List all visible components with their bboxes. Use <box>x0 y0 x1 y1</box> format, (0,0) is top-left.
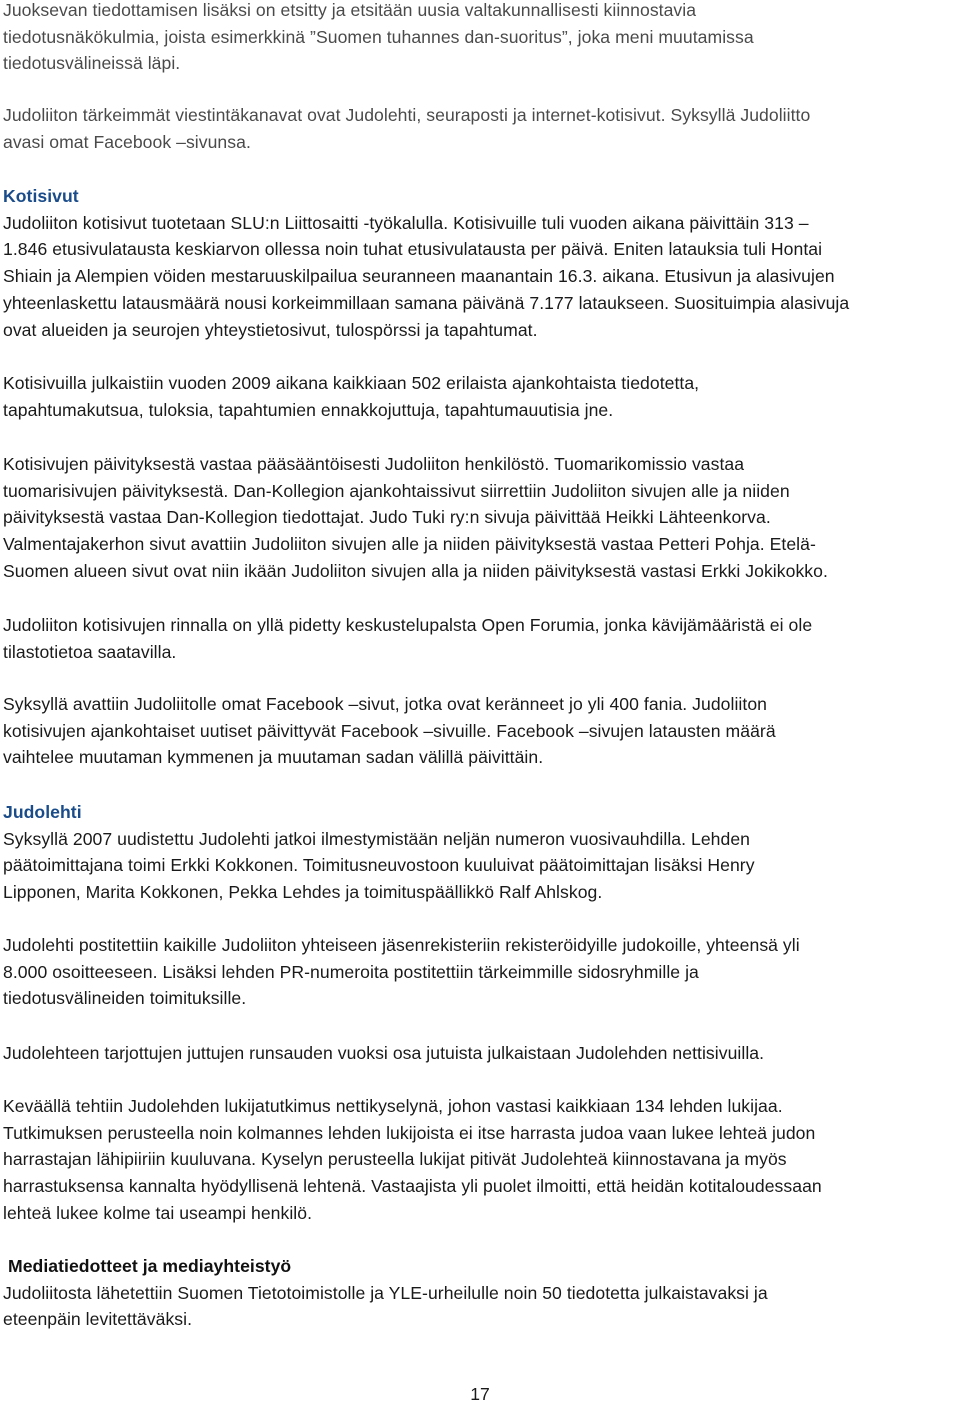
text-line: Lipponen, Marita Kokkonen, Pekka Lehdes ja toimituspäällikkö Ralf Ahlskog. <box>3 882 603 903</box>
text-line: tiedotusnäkökulmia, joista esimerkkinä ”Suomen tuhannes dan-suoritus”, joka meni muutamissa <box>3 26 754 47</box>
kotisivut-paragraph-3 <box>3 451 955 585</box>
text-line: tiedotusvälineiden toimituksille. <box>3 988 247 1009</box>
text-line: ovat alueiden ja seurojen yhteystietosivut, tulospörssi ja tapahtumat. <box>3 319 538 340</box>
text-line: Judoliiton kotisivut tuotetaan SLU:n Liittosaitti -työkalulla. Kotisivuille tuli vuoden aikana päivittäin 313 – <box>3 212 809 233</box>
judolehti-paragraph-3 <box>3 1040 955 1067</box>
text-line: Judolehti postitettiin kaikille Judoliiton yhteiseen jäsenrekisteriin rekisteröidyille judokoille, yhteensä yli <box>3 935 800 955</box>
text-line: eteenpäin levitettäväksi. <box>3 1309 193 1330</box>
text-line: tiedotusvälineissä läpi. <box>3 53 181 74</box>
media-section <box>3 1253 955 1333</box>
kotisivut-paragraph-4 <box>3 612 955 665</box>
kotisivut-section <box>3 183 955 343</box>
text-line: kotisivujen ajankohtaiset uutiset päivittyvät Facebook –sivuille. Facebook –sivujen latausten määrä <box>3 720 776 741</box>
text-line: päätoimittajana toimi Erkki Kokkonen. Toimitusneuvostoon kuuluivat päätoimittajan lisäksi Henry <box>3 855 755 876</box>
channels-paragraph <box>3 102 955 155</box>
text-line: Tutkimuksen perusteella noin kolmannes lehden lukijoista ei itse harrasta judoa vaan lukee lehteä judon <box>3 1122 816 1143</box>
text-line: Kotisivujen päivityksestä vastaa pääsääntöisesti Judoliiton henkilöstö. Tuomarikomissio vastaa <box>3 454 745 474</box>
judolehti-paragraph-2 <box>3 932 955 1012</box>
text-line: Kotisivuilla julkaistiin vuoden 2009 aikana kaikkiaan 502 erilaista ajankohtaista tiedotetta, <box>3 373 700 393</box>
text-line: tilastotietoa saatavilla. <box>3 641 177 662</box>
text-line: Syksyllä avattiin Judoliitolle omat Facebook –sivut, jotka ovat keränneet jo yli 400 fania. Judoliiton <box>3 694 768 714</box>
judolehti-section <box>3 799 955 906</box>
text-line: Shiain ja Alempien vöiden mestaruuskilpailua seuranneen maanantain 16.3. aikana. Etusivun ja alasivujen <box>3 266 835 287</box>
kotisivut-paragraph-5 <box>3 691 955 771</box>
text-line: vaihtelee muutaman kymmenen ja muutaman sadan välillä päivittäin. <box>3 747 544 768</box>
text-line: harrastajan lähipiiriin kuuluvana. Kyselyn perusteella lukijat pitivät Judolehteä kiinnostavana ja myös <box>3 1149 787 1170</box>
section-heading: Judolehti <box>3 802 82 822</box>
text-line: Juoksevan tiedottamisen lisäksi on etsitty ja etsitään uusia valtakunnallisesti kiinnostavia <box>3 0 697 20</box>
text-line: Syksyllä 2007 uudistettu Judolehti jatkoi ilmestymistään neljän numeron vuosivauhdilla. Lehden <box>3 828 751 849</box>
text-line: harrastuksensa kannalta hyödyllisenä lehtenä. Vastaajista yli puolet ilmoitti, että heidän kotitaloudessaan <box>3 1176 822 1197</box>
text-line: Judoliiton kotisivujen rinnalla on yllä pidetty keskustelupalsta Open Forumia, jonka kävijämääristä ei ole <box>3 615 813 635</box>
text-line: Suomen alueen sivut ovat niin ikään Judoliiton sivujen alla ja niiden päivityksestä vastasi Erkki Jokikokko. <box>3 560 828 581</box>
kotisivut-paragraph-2 <box>3 370 955 423</box>
intro-paragraph <box>3 0 955 77</box>
judolehti-paragraph-4 <box>3 1093 955 1227</box>
text-line: tuomarisivujen päivityksestä. Dan-Kollegion ajankohtaissivut siirrettiin Judoliiton sivujen alle ja niiden <box>3 480 790 501</box>
section-heading: Mediatiedotteet ja mediayhteistyö <box>8 1256 292 1276</box>
section-heading: Kotisivut <box>3 186 79 206</box>
text-line: Judoliitosta lähetettiin Suomen Tietotoimistolle ja YLE-urheilulle noin 50 tiedotetta julkaistavaksi ja <box>3 1282 768 1303</box>
text-line: Keväällä tehtiin Judolehden lukijatutkimus nettikyselynä, johon vastasi kaikkiaan 134 lehden lukijaa. <box>3 1096 783 1116</box>
text-line: päivityksestä vastaa Dan-Kollegion tiedottajat. Judo Tuki ry:n sivuja päivittää Heikki Lähteenkorva. <box>3 507 771 528</box>
text-line: tapahtumakutsua, tuloksia, tapahtumien ennakkojuttuja, tapahtumauutisia jne. <box>3 399 614 420</box>
text-line: 8.000 osoitteeseen. Lisäksi lehden PR-numeroita postitettiin tärkeimmille sidosryhmille ja <box>3 961 699 982</box>
page-number: 17 <box>470 1384 490 1404</box>
text-line: lehteä lukee kolme tai useampi henkilö. <box>3 1202 313 1223</box>
text-line: 1.846 etusivulatausta keskiarvon ollessa noin tuhat etusivulatausta per päivä. Eniten latauksia tuli Hontai <box>3 239 823 260</box>
text-line: yhteenlaskettu latausmäärä nousi korkeimmillaan samana päivänä 7.177 lataukseen. Suosituimpia alasivuja <box>3 292 850 313</box>
text-line: Valmentajakerhon sivut avattiin Judoliiton sivujen alle ja niiden päivityksestä vastaa Petteri Pohja. Etelä- <box>3 534 816 555</box>
text-line: Judolehteen tarjottujen juttujen runsauden vuoksi osa jutuista julkaistaan Judolehden nettisivuilla. <box>3 1043 765 1063</box>
text-line: Judoliiton tärkeimmät viestintäkanavat ovat Judolehti, seuraposti ja internet-kotisivut. Syksyllä Judoliitto <box>3 105 811 125</box>
text-line: avasi omat Facebook –sivunsa. <box>3 131 251 152</box>
